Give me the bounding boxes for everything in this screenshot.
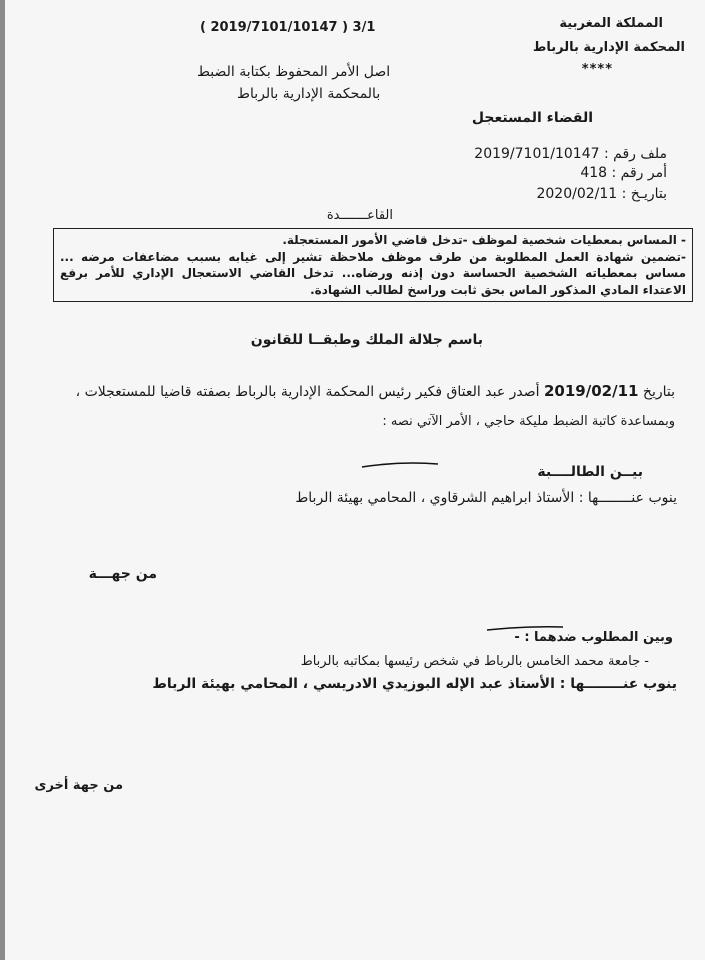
issuance-date: 2019/02/11: [544, 382, 639, 400]
first-side-label: من جهـــة: [88, 566, 157, 582]
respondent-representative: ينوب عنــــــــها : الأستاذ عبد الإله البوزيدي الادريسي ، المحامي بهيئة الرباط: [152, 676, 677, 692]
issuance-paragraph: [76, 382, 675, 400]
respondents-label: وبين المطلوب ضدهما : -: [514, 630, 673, 645]
order-date: بتاريـخ : 2020/02/11: [536, 186, 667, 202]
between-applicant: بيــن الطالــــبة: [537, 464, 643, 480]
respondent-name: - جامعة محمد الخامس بالرباط في شخص رئيسها بمكاتبه بالرباط: [300, 654, 649, 669]
reference-number: ( 2019/7101/10147 ) 3/1: [200, 20, 376, 35]
underline-mark-1: [360, 460, 440, 470]
court-name: المحكمة الإدارية بالرباط: [532, 40, 685, 55]
stars-separator: ****: [581, 62, 613, 77]
original-order-line2: بالمحكمة الإدارية بالرباط: [237, 86, 381, 102]
original-order-line1: اصل الأمر المحفوظ بكتابة الضبط: [197, 64, 391, 80]
applicant-representative: ينوب عنــــــــها : الأستاذ ابراهيم الشرقاوي ، المحامي بهيئة الرباط: [295, 490, 677, 506]
rule-heading: القاعـــــــدة: [326, 208, 393, 223]
order-number: أمر رقم : 418: [580, 165, 667, 181]
document-page: [5, 0, 705, 960]
clerk-line: وبمساعدة كاتبة الضبط مليكة حاجي ، الأمر الآتي نصه :: [382, 414, 675, 429]
rule-line-2: -تضمين شهادة العمل المطلوبة من طرف موظف ملاحظة تشير إلى غيابه بسبب مضاعفات مرضه ... مساس بمعطياته الشخصية الحساسة دون إذنه ورضاه... تدخل القاضي الاستعجال الإداري للأمر برفع الاعتداء المادي المذكور الماس بحق ثابت وراسخ لطالب الشهادة.: [60, 249, 686, 297]
kingdom-title: المملكة المغربية: [559, 16, 663, 31]
file-number: ملف رقم : 2019/7101/10147: [474, 146, 667, 162]
court-type: القضاء المستعجل: [471, 110, 593, 126]
rule-line-1: - المساس بمعطيات شخصية لموظف -تدخل قاضي الأمور المستعجلة.: [282, 233, 686, 247]
issuance-prefix: بتاريخ: [642, 384, 675, 400]
issuance-text: أصدر عبد العتاق فكير رئيس المحكمة الإدارية بالرباط بصفته قاضيا للمستعجلات ،: [75, 384, 540, 400]
rule-box: [53, 228, 693, 302]
in-the-name-heading: باسم جلالة الملك وطبقــا للقانون: [250, 332, 483, 348]
other-side-label: من جهة أخرى: [34, 778, 123, 793]
